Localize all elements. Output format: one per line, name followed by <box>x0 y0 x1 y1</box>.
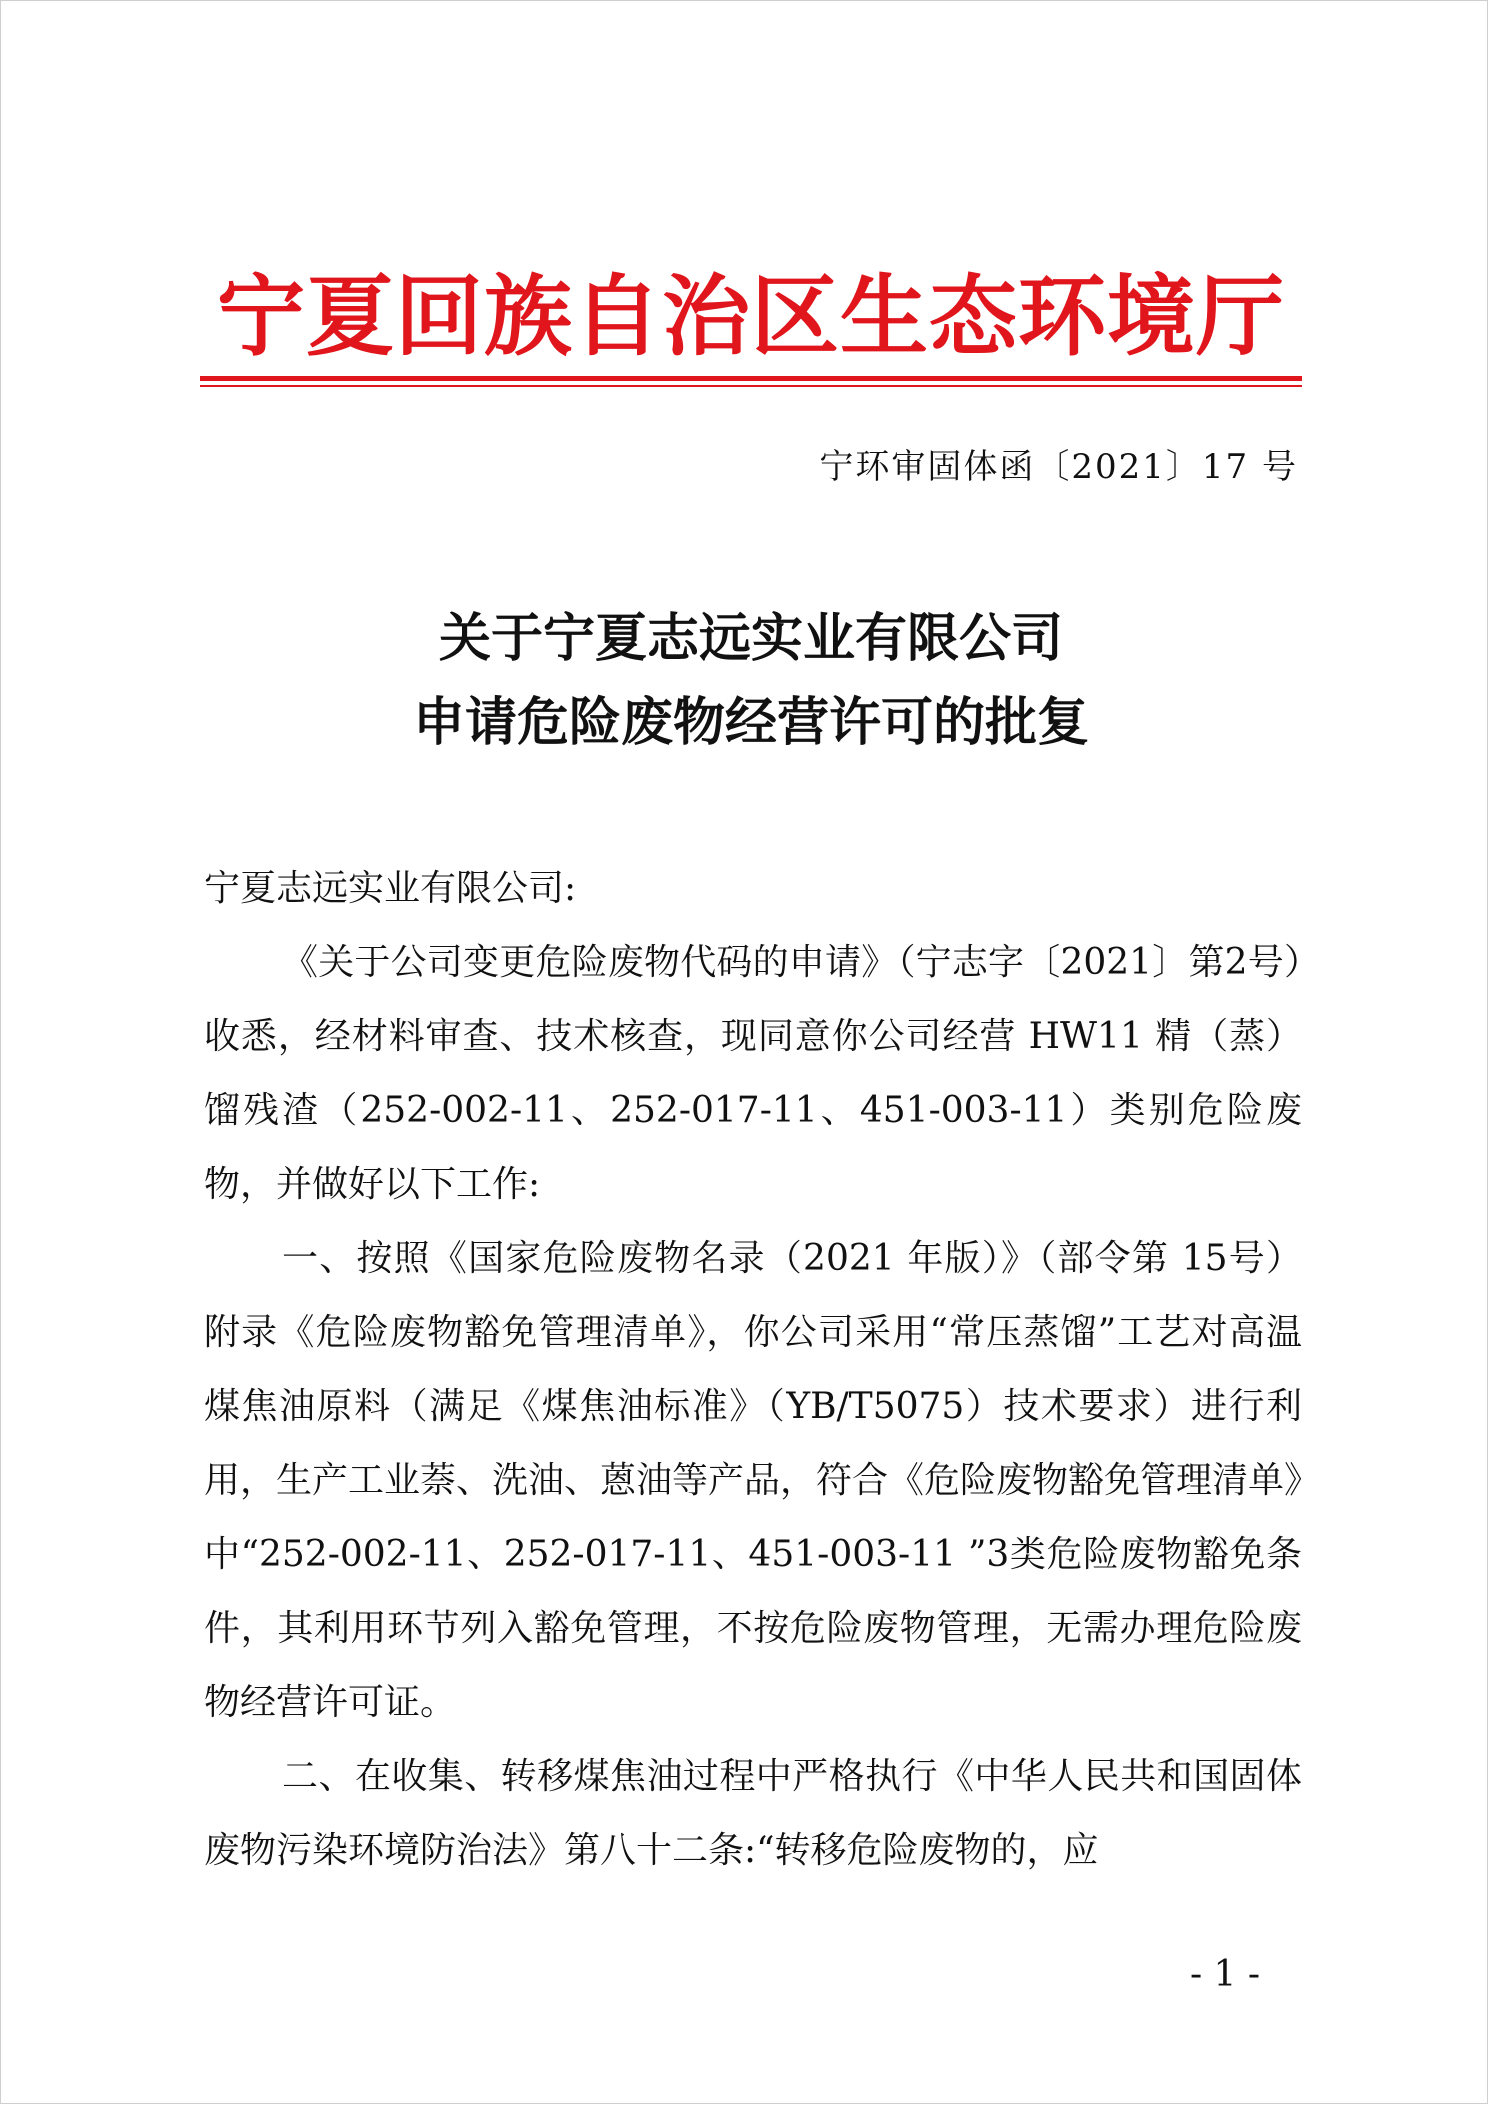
document-number: 宁环审固体函〔2021〕17 号 <box>819 447 1298 487</box>
body-paragraph-1: 《关于公司变更危险废物代码的申请》（宁志字〔2021〕第2号）收悉，经材料审查、技术核查，现同意你公司经营 HW11 精（蒸）馏残渣（252-002-11、252-017-11、451-003-11）类别危险废物，并做好以下工作: <box>204 942 1302 1205</box>
body-paragraph-3: 二、在收集、转移煤焦油过程中严格执行《中华人民共和国固体废物污染环境防治法》第八十二条:“转移危险废物的，应 <box>204 1756 1302 1871</box>
document-title-line-1: 关于宁夏志远实业有限公司 <box>438 608 1063 669</box>
letterhead-red-rule-thick <box>200 376 1302 381</box>
letterhead-org-name: 宁夏回族自治区生态环境厅 <box>216 265 1285 368</box>
document-body <box>204 852 1302 1888</box>
letterhead-red-rule-thin <box>200 385 1302 387</box>
page-number: - 1 - <box>1189 1954 1261 1995</box>
document-title-line-2: 申请危险废物经营许可的批复 <box>412 692 1089 753</box>
salutation: 宁夏志远实业有限公司: <box>204 868 577 909</box>
body-paragraph-2: 一、按照《国家危险废物名录（2021 年版）》（部令第 15号）附录《危险废物豁免管理清单》，你公司采用“常压蒸馏”工艺对高温煤焦油原料（满足《煤焦油标准》（YB/T5075）技术要求）进行利用，生产工业萘、洗油、蒽油等产品，符合《危险废物豁免管理清单》中“252-002-11、252-017-11、451-003-11 ”3类危险废物豁免条件，其利用环节列入豁免管理，不按危险废物管理，无需办理危险废物经营许可证。 <box>204 1238 1303 1723</box>
